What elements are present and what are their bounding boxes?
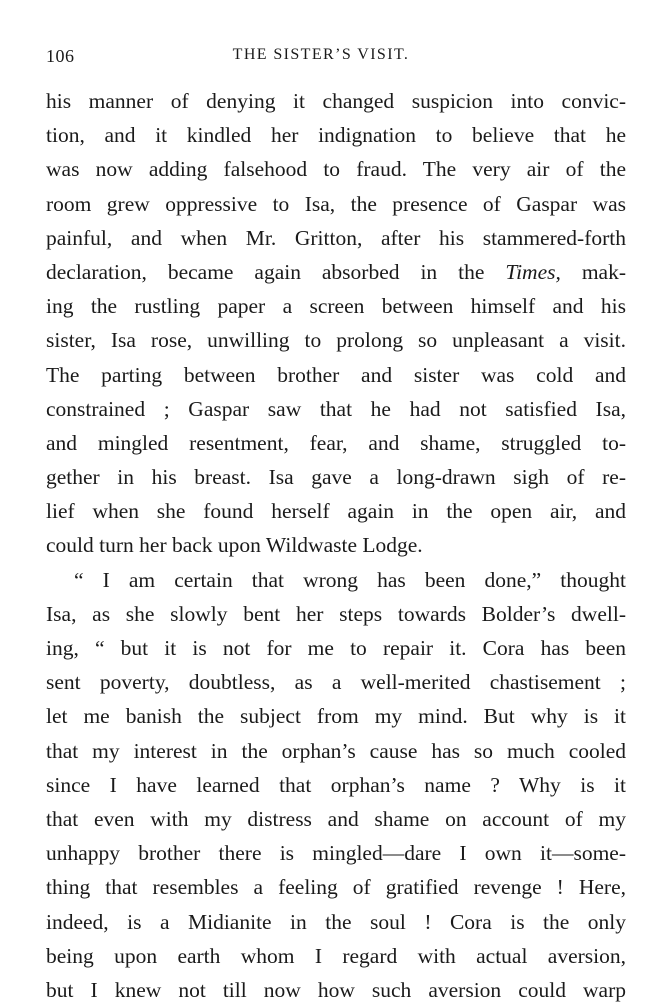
text-line — [46, 255, 626, 289]
text-line: The parting between brother and sister was cold and — [46, 362, 626, 387]
text-line: since I have learned that orphan’s name ? Why is it — [46, 772, 626, 797]
text-line: ing, “ but it is not for me to repair it. Cora has been — [46, 636, 626, 660]
text-line: and mingled resentment, fear, and shame, struggled to- — [46, 430, 626, 455]
text-line: that my interest in the orphan’s cause has so much cooled — [46, 738, 626, 763]
text-line: let me banish the subject from my mind. But why is it — [46, 704, 626, 729]
text-line: sent poverty, doubtless, as a well-merited chastisement ; — [46, 670, 626, 695]
text-line: gether in his breast. Isa gave a long-drawn sigh of re- — [46, 465, 626, 490]
text-line: was now adding falsehood to fraud. The very air of the — [46, 157, 626, 182]
page-header — [46, 46, 626, 70]
text-line: painful, and when Mr. Gritton, after his stammered-forth — [46, 225, 626, 250]
text-line: thing that resembles a feeling of gratified revenge ! Here, — [46, 875, 626, 900]
text-line: constrained ; Gaspar saw that he had not satisfied Isa, — [46, 396, 626, 421]
text-line: ing the rustling paper a screen between himself and his — [46, 294, 626, 319]
text-line: lief when she found herself again in the open air, and — [46, 499, 626, 524]
text-line: his manner of denying it changed suspicion into convic- — [46, 89, 626, 113]
page-number: 106 — [46, 46, 75, 66]
text-line: that even with my distress and shame on account of my — [46, 806, 626, 831]
text-line: sister, Isa rose, unwilling to prolong so unpleasant a visit. — [46, 328, 626, 353]
text-line: “ I am certain that wrong has been done,” thought — [74, 567, 626, 592]
newspaper-title: Times, — [505, 259, 561, 284]
text-segment: mak- — [560, 259, 626, 284]
body-text — [46, 84, 626, 1007]
text-line: being upon earth whom I regard with actual aversion, — [46, 943, 626, 968]
text-segment: declaration, became again absorbed in the — [46, 259, 506, 284]
text-line: unhappy brother there is mingled—dare I own it—some- — [46, 841, 626, 866]
text-line: tion, and it kindled her indignation to believe that he — [46, 123, 626, 148]
text-line: indeed, is a Midianite in the soul ! Cora is the only — [46, 909, 626, 934]
text-line: room grew oppressive to Isa, the presence of Gaspar was — [46, 191, 626, 216]
text-line: but I knew not till now how such aversion could warp — [46, 977, 626, 1002]
running-title: THE SISTER’S VISIT. — [232, 46, 410, 63]
text-line: could turn her back upon Wildwaste Lodge. — [46, 533, 423, 558]
text-line: Isa, as she slowly bent her steps towards Bolder’s dwell- — [46, 601, 626, 626]
